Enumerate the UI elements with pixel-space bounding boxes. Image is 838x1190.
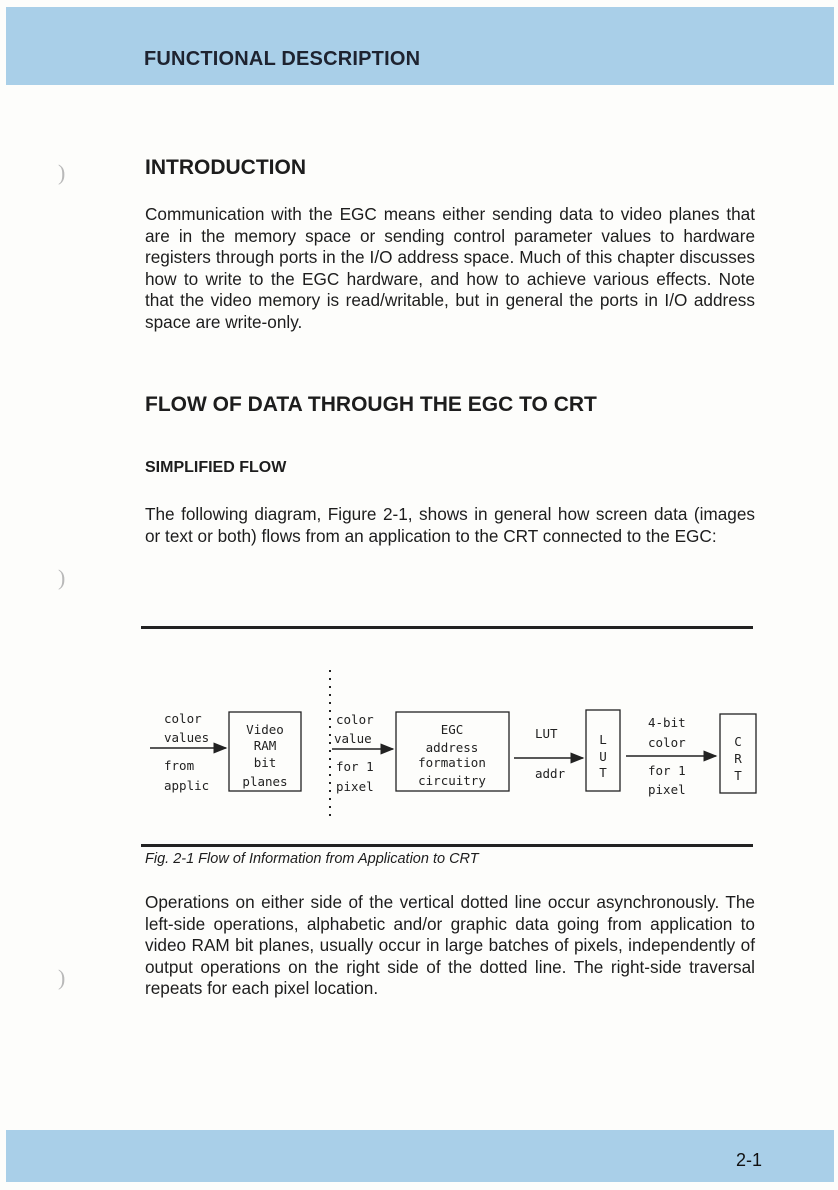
out-label-line: color <box>648 735 686 750</box>
egc-box-line: EGC <box>440 722 464 737</box>
crt-box-letter: T <box>734 768 742 783</box>
figure-bottom-rule <box>141 844 753 847</box>
out-label-line: pixel <box>648 782 686 797</box>
input-label-line: values <box>164 730 210 745</box>
lut-box-letter: L <box>599 732 607 747</box>
egc-box-line: formation <box>418 755 486 770</box>
introduction-paragraph: Communication with the EGC means either sending data to video planes that are in the memory space or sending control parameter values to hardware registers through ports in the I/O address space. Much of this chapter discusses how to write to the EGC hardware, and how to achieve various effects. Note that the video memory is read/writable, but in general the ports in I/O address space are write-only. <box>145 204 755 332</box>
out-label-line: 4-bit <box>648 715 686 730</box>
video-box-line: planes <box>242 774 288 789</box>
video-box-line: bit <box>253 755 277 770</box>
crt-box-letter: C <box>734 734 742 749</box>
video-box-line: Video <box>246 722 284 737</box>
mid-label-line: pixel <box>336 779 374 794</box>
crt-box-letter: R <box>734 751 742 766</box>
header-band <box>6 7 834 85</box>
input-label-line: color <box>164 711 202 726</box>
lut-box-letter: T <box>599 765 607 780</box>
closing-paragraph: Operations on either side of the vertical dotted line occur asynchronously. The left-side operations, alphabetic and/or graphic data going from application to video RAM bit planes, usually occur in large batches of pixels, independently of output operations on the right side of the dotted line. The right-side traversal repeats for each pixel location. <box>145 892 755 998</box>
flow-diagram <box>140 660 760 840</box>
page-number: 2-1 <box>735 1150 762 1170</box>
flow-intro-paragraph: The following diagram, Figure 2-1, shows in general how screen data (images or text or both) flows from an application to the CRT connected to the EGC: <box>145 504 755 546</box>
introduction-heading: INTRODUCTION <box>145 156 306 179</box>
section-title: FUNCTIONAL DESCRIPTION <box>144 48 421 70</box>
mid-label-line: color <box>336 712 374 727</box>
egc-box-line: circuitry <box>418 773 486 788</box>
simplified-flow-heading: SIMPLIFIED FLOW <box>145 459 287 476</box>
margin-mark: ) <box>58 965 66 990</box>
video-box-line: RAM <box>253 738 277 753</box>
margin-mark: ) <box>58 160 66 185</box>
mid-label-line: value <box>334 731 372 746</box>
lut-arrow-label: addr <box>535 766 566 781</box>
flow-section-heading: FLOW OF DATA THROUGH THE EGC TO CRT <box>145 393 597 416</box>
margin-mark: ) <box>58 565 66 590</box>
footer-band <box>6 1130 834 1182</box>
figure-caption: Fig. 2-1 Flow of Information from Application to CRT <box>145 851 479 867</box>
input-label-line: applic <box>164 778 210 793</box>
egc-box-line: address <box>425 740 479 755</box>
input-label-line: from <box>164 758 195 773</box>
mid-label-line: for 1 <box>336 759 374 774</box>
lut-box-letter: U <box>599 749 607 764</box>
lut-arrow-label: LUT <box>535 726 558 741</box>
out-label-line: for 1 <box>648 763 686 778</box>
figure-top-rule <box>141 626 753 629</box>
